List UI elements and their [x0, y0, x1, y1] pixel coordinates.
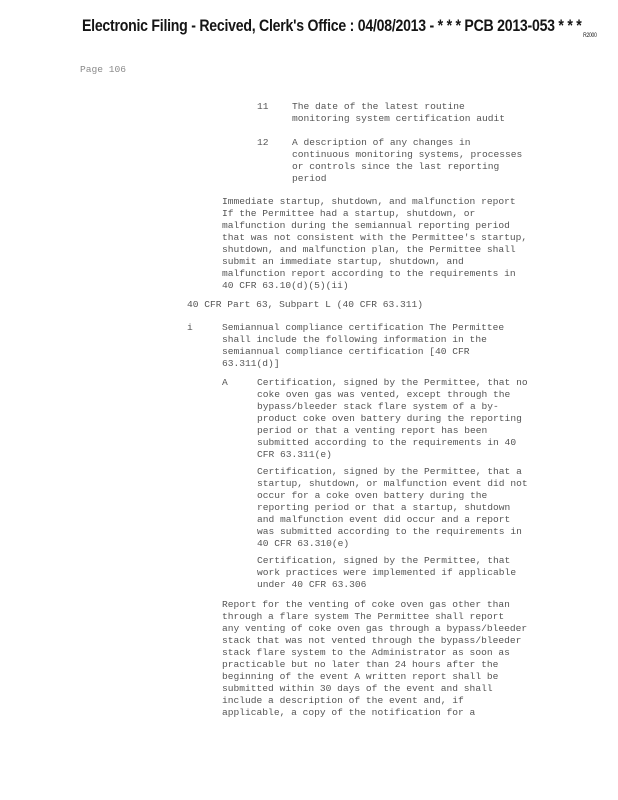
text-line: If the Permittee had a startup, shutdown, or [222, 208, 476, 219]
text-line: CFR 63.311(e) [257, 449, 332, 460]
text-line: 40 CFR 63.10(d)(5)(ii) [222, 280, 349, 291]
text-line: any venting of coke oven gas through a bypass/bleeder [222, 623, 528, 634]
text-line: beginning of the event A written report shall be [222, 671, 499, 682]
text-line: stack that was not vented through the bypass/bleeder [222, 635, 522, 646]
text-line: The date of the latest routine [292, 101, 465, 112]
text-line: Immediate startup, shutdown, and malfunction report [222, 196, 516, 207]
stamp-suffix: R2000 [583, 33, 597, 39]
text-line: applicable, a copy of the notification for a [222, 707, 476, 718]
text-line: period [292, 173, 327, 184]
text-line: semiannual compliance certification [40 CFR [222, 346, 470, 357]
text-line: Report for the venting of coke oven gas other than [222, 599, 510, 610]
text-line: malfunction report according to the requirements in [222, 268, 516, 279]
text-line: Certification, signed by the Permittee, that [257, 555, 511, 566]
item-number: A [222, 377, 228, 388]
text-line: stack flare system to the Administrator as soon as [222, 647, 510, 658]
text-line: bypass/bleeder stack flare system of a by- [257, 401, 499, 412]
text-line: monitoring system certification audit [292, 113, 506, 124]
subpart-heading: 40 CFR Part 63, Subpart L (40 CFR 63.311) [187, 299, 424, 310]
text-line: and malfunction event did occur and a report [257, 514, 511, 525]
text-line: continuous monitoring systems, processes [292, 149, 523, 160]
text-line: include a description of the event and, if [222, 695, 464, 706]
stamp-text: Electronic Filing - Recived, Clerk's Office : 04/08/2013 - * * * PCB 2013-053 * * * [82, 16, 582, 35]
text-line: shall include the following information in the [222, 334, 487, 345]
text-line: was submitted according to the requirements in [257, 526, 522, 537]
item-number: 12 [257, 137, 269, 148]
text-line: 63.311(d)] [222, 358, 280, 369]
text-line: malfunction during the semiannual reporting period [222, 220, 510, 231]
text-line: coke oven gas was vented, except through the [257, 389, 511, 400]
text-line: reporting period or that a startup, shutdown [257, 502, 511, 513]
text-line: Certification, signed by the Permittee, that a [257, 466, 522, 477]
item-number: i [187, 322, 193, 333]
text-line: occur for a coke oven battery during the [257, 490, 488, 501]
text-line: Certification, signed by the Permittee, that no [257, 377, 528, 388]
text-line: shutdown, and malfunction plan, the Permittee shall [222, 244, 516, 255]
text-line: that was not consistent with the Permittee's startup, [222, 232, 528, 243]
text-line: submitted according to the requirements in 40 [257, 437, 517, 448]
text-line: period or that a venting report has been [257, 425, 488, 436]
text-line: submit an immediate startup, shutdown, and [222, 256, 464, 267]
text-line: submitted within 30 days of the event and shall [222, 683, 493, 694]
text-line: startup, shutdown, or malfunction event did not [257, 478, 528, 489]
electronic-filing-stamp [82, 16, 597, 39]
text-line: under 40 CFR 63.306 [257, 579, 367, 590]
text-line: through a flare system The Permittee shall report [222, 611, 505, 622]
item-number: 11 [257, 101, 269, 112]
text-line: or controls since the last reporting [292, 161, 500, 172]
text-line: product coke oven battery during the reporting [257, 413, 522, 424]
text-line: Semiannual compliance certification The Permittee [222, 322, 505, 333]
text-line: work practices were implemented if applicable [257, 567, 517, 578]
page-number: Page 106 [80, 64, 127, 75]
text-line: practicable but no later than 24 hours after the [222, 659, 499, 670]
text-line: A description of any changes in [292, 137, 471, 148]
text-line: 40 CFR 63.310(e) [257, 538, 350, 549]
